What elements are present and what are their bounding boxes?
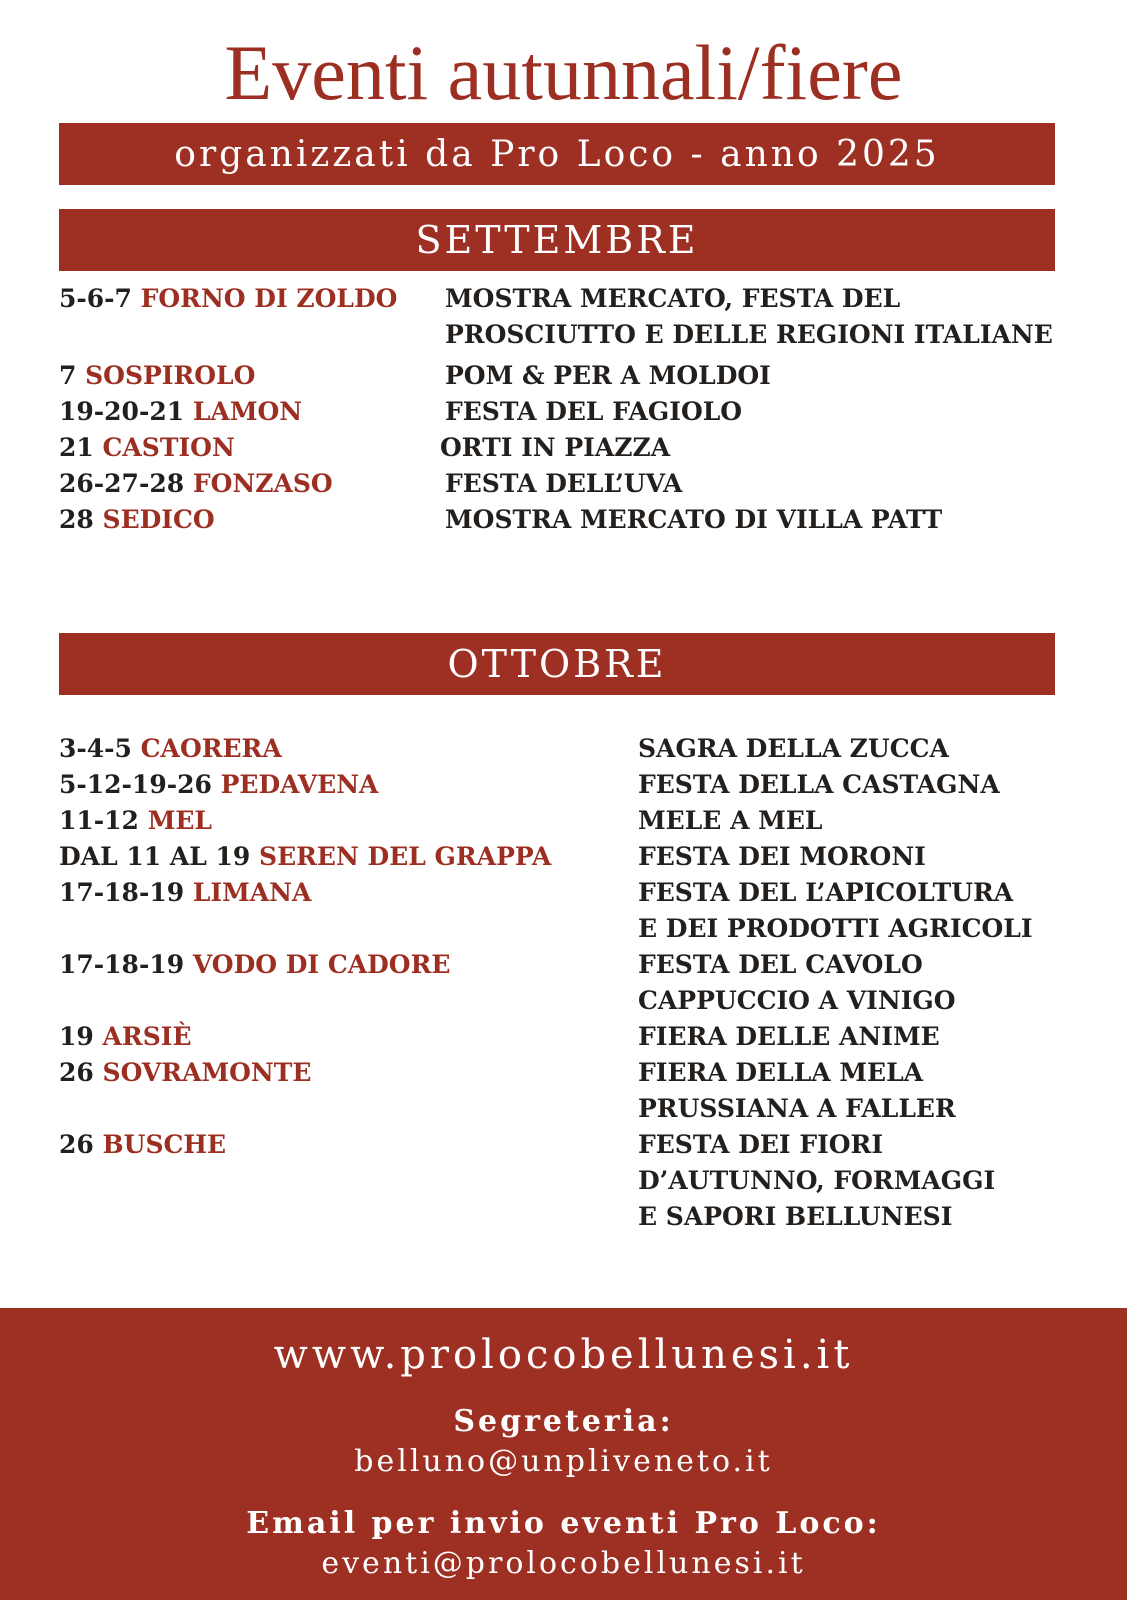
event-dates: 19-20-21 [59, 397, 185, 426]
event-dates: 26 [59, 1058, 94, 1087]
event-dates: 26-27-28 [59, 469, 185, 498]
event-description [445, 466, 682, 502]
event-dates: 26 [59, 1130, 94, 1159]
event-dates: 7 [59, 361, 77, 390]
event-description [445, 502, 942, 538]
event-description [638, 947, 956, 1019]
event-row [59, 947, 1069, 1015]
event-dates: 11-12 [59, 806, 139, 835]
footer [0, 1308, 1127, 1600]
event-description-line: FESTA DELLA CASTAGNA [638, 770, 1000, 799]
event-row [59, 466, 1069, 502]
event-dates: 19 [59, 1022, 94, 1051]
subtitle-text: organizzati da Pro Loco - anno 2025 [174, 133, 940, 175]
event-row [59, 767, 1069, 803]
event-dates: 3-4-5 [59, 734, 132, 763]
event-place: SOVRAMONTE [102, 1058, 312, 1087]
event-row [59, 1055, 1069, 1123]
event-description [638, 767, 1000, 803]
event-description-line: MELE A MEL [638, 806, 823, 835]
settembre-heading: SETTEMBRE [415, 218, 699, 262]
page-title: Eventi autunnali/fiere [224, 29, 903, 116]
event-place: VODO DI CADORE [192, 950, 451, 979]
event-description-line: FESTA DEI FIORI [638, 1130, 884, 1159]
event-place: SOSPIROLO [85, 361, 256, 390]
ottobre-heading: OTTOBRE [447, 642, 667, 686]
event-row [59, 1019, 1069, 1055]
event-place: LIMANA [192, 878, 312, 907]
event-row [59, 502, 1069, 538]
event-description-line: MOSTRA MERCATO DI VILLA PATT [445, 505, 943, 534]
event-place: CAORERA [140, 734, 282, 763]
settembre-header [59, 209, 1055, 271]
event-row [59, 1127, 1069, 1231]
event-place: FORNO DI ZOLDO [140, 284, 398, 313]
event-description-line: FESTA DELL’UVA [445, 469, 683, 498]
event-description-line: FIERA DELLA MELA [638, 1058, 924, 1087]
event-description-line: PRUSSIANA A FALLER [638, 1094, 956, 1123]
segreteria-email-link[interactable]: belluno@unpliveneto.it [354, 1444, 773, 1479]
event-description-line: POM & PER A MOLDOI [445, 361, 771, 390]
event-row [59, 839, 1069, 875]
event-description [638, 1127, 995, 1235]
event-description-line: FIERA DELLE ANIME [638, 1022, 940, 1051]
website-link[interactable]: www.prolocobellunesi.it [273, 1332, 854, 1378]
event-description [638, 731, 949, 767]
event-description [445, 281, 1053, 353]
event-place: MEL [147, 806, 212, 835]
event-dates: 17-18-19 [59, 950, 185, 979]
event-place: ARSIÈ [102, 1022, 192, 1051]
event-description-line: PROSCIUTTO E DELLE REGIONI ITALIANE [445, 320, 1053, 349]
event-description [638, 839, 926, 875]
event-description-line: FESTA DEL CAVOLO [638, 950, 923, 979]
event-description [440, 430, 670, 466]
event-dates: 28 [59, 505, 94, 534]
event-description [638, 1019, 940, 1055]
event-description [638, 803, 822, 839]
event-dates: 5-12-19-26 [59, 770, 212, 799]
event-description-line: E DEI PRODOTTI AGRICOLI [638, 914, 1033, 943]
event-dates: 17-18-19 [59, 878, 185, 907]
event-description-line: FESTA DEL L’APICOLTURA [638, 878, 1014, 907]
event-description-line: CAPPUCCIO A VINIGO [638, 986, 956, 1015]
event-description-line: SAGRA DELLA ZUCCA [638, 734, 949, 763]
event-row [59, 358, 1069, 394]
event-description-line: FESTA DEL FAGIOLO [445, 397, 743, 426]
ottobre-header [59, 633, 1055, 695]
event-dates: 21 [59, 433, 94, 462]
event-place: CASTION [102, 433, 235, 462]
event-dates: 5-6-7 [59, 284, 132, 313]
event-row [59, 875, 1069, 943]
event-description-line: D’AUTUNNO, FORMAGGI [638, 1166, 996, 1195]
event-description-line: ORTI IN PIAZZA [440, 433, 671, 462]
event-description [638, 1055, 956, 1127]
event-place: BUSCHE [102, 1130, 227, 1159]
event-row [59, 803, 1069, 839]
event-description [445, 394, 742, 430]
event-place: SEREN DEL GRAPPA [259, 842, 552, 871]
subtitle-banner [59, 123, 1055, 185]
event-row [59, 430, 1069, 466]
event-place: LAMON [192, 397, 303, 426]
eventi-email-label: Email per invio eventi Pro Loco: [246, 1506, 881, 1541]
event-row [59, 394, 1069, 430]
event-description [445, 358, 771, 394]
event-description [638, 875, 1033, 947]
event-row [59, 281, 1069, 349]
eventi-email-link[interactable]: eventi@prolocobellunesi.it [321, 1546, 806, 1581]
event-description-line: MOSTRA MERCATO, FESTA DEL [445, 284, 901, 313]
event-dates: DAL 11 AL 19 [59, 842, 251, 871]
event-description-line: E SAPORI BELLUNESI [638, 1202, 953, 1231]
event-place: PEDAVENA [220, 770, 379, 799]
event-description-line: FESTA DEI MORONI [638, 842, 926, 871]
event-row [59, 731, 1069, 767]
event-place: SEDICO [102, 505, 215, 534]
segreteria-label: Segreteria: [453, 1404, 674, 1439]
event-place: FONZASO [192, 469, 333, 498]
